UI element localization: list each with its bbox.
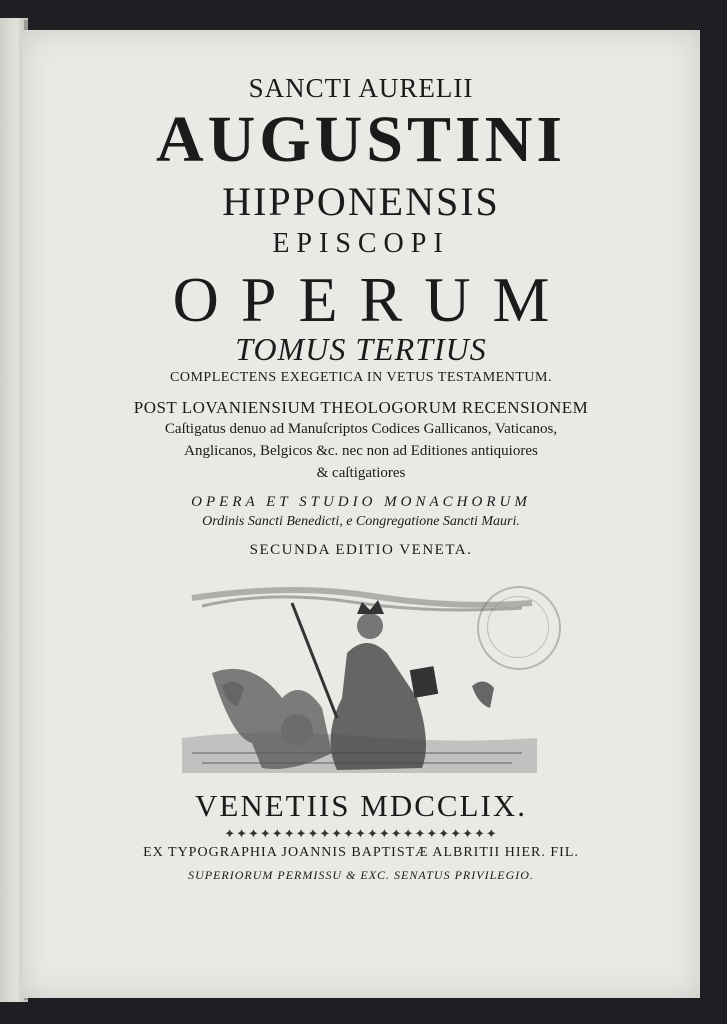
volume-contents: COMPLECTENS EXEGETICA IN VETUS TESTAMENTUM. bbox=[170, 370, 552, 385]
library-stamp bbox=[477, 586, 561, 670]
author-name: AUGUSTINI bbox=[155, 103, 567, 176]
privilege-line: SUPERIORUM PERMISSU & EXC. SENATUS PRIVILEGIO. bbox=[188, 868, 534, 882]
sea-creature-right bbox=[472, 681, 494, 708]
editors-line-2: Ordinis Sancti Benedicti, e Congregatione Sancti Mauri. bbox=[202, 514, 520, 529]
recension-line-1: Caſtigatus denuo ad Manuſcriptos Codices Gallicanos, Vaticanos, bbox=[164, 421, 558, 437]
recension-line-2: Anglicanos, Belgicos &c. nec non ad Editiones antiquiores bbox=[184, 443, 538, 459]
lion-head bbox=[281, 714, 313, 746]
ornamental-rule: ✦✦✦✦✦✦✦✦✦✦✦✦✦✦✦✦✦✦✦✦✦✦✦ bbox=[224, 826, 498, 841]
recension-line-3: & caſtigatiores bbox=[316, 465, 406, 481]
work-title: OPERUM bbox=[172, 264, 572, 335]
author-praenomen: SANCTI AURELII bbox=[248, 73, 474, 103]
edition-statement: SECUNDA EDITIO VENETA. bbox=[249, 542, 473, 558]
figure-book bbox=[410, 666, 438, 698]
library-stamp-inner bbox=[487, 596, 549, 658]
recension-heading: POST LOVANIENSIUM THEOLOGORUM RECENSIONEM bbox=[133, 398, 589, 417]
allegorical-figure bbox=[331, 643, 426, 770]
figure-head bbox=[357, 613, 383, 639]
printer-line: EX TYPOGRAPHIA JOANNIS BAPTISTÆ ALBRITII HIER. FIL. bbox=[143, 845, 579, 860]
title-page bbox=[22, 30, 700, 998]
imprint-place-date: VENETIIS MDCCLIX. bbox=[195, 788, 527, 823]
author-see: HIPPONENSIS bbox=[222, 179, 500, 224]
author-title: EPISCOPI bbox=[272, 228, 450, 259]
volume-label: TOMUS TERTIUS bbox=[235, 331, 487, 367]
editors-line-1: OPERA ET STUDIO MONACHORUM bbox=[191, 494, 531, 510]
